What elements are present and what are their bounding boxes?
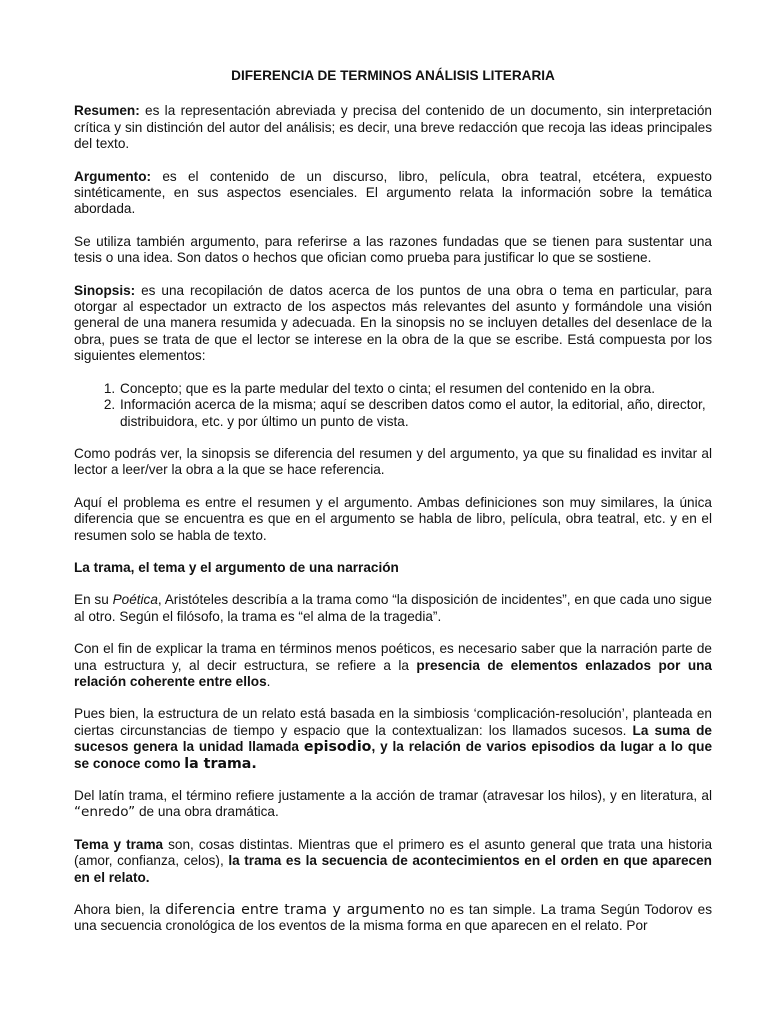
bold-run: La suma de sucesos genera la unidad llamada: [74, 722, 712, 755]
document-title: DIFERENCIA DE TERMINOS ANÁLISIS LITERARIA: [231, 68, 555, 83]
paragraph-como: Como podrás ver, la sinopsis se diferencia del resumen y del argumento, ya que su finalidad es invitar al lector a leer/ver la obra a la que se hace referencia.: [74, 445, 712, 478]
text-run: de una obra dramática.: [135, 804, 279, 820]
paragraph-argumento-extra: Se utiliza también argumento, para referirse a las razones fundadas que se tienen para sustentar una tesis o una idea. Son datos o hechos que ofician como prueba para justificar lo que se sostiene.: [74, 233, 712, 266]
text-run: , Aristóteles describía a la trama como “la disposición de incidentes”, en que cada uno sigue al otro. Según el filósofo, la trama es “el alma de la tragedia”.: [74, 592, 712, 624]
definition-sinopsis: es una recopilación de datos acerca de los puntos de una obra o tema en particular, para otorgar al espectador un extracto de los aspectos más relevantes del asunto y formándole una visión general de una manera resumida y adecuada. En la sinopsis no se incluyen detalles del desenlace de la obra, pues se trata de que el lector se interese en la obra de la que se escribe. Está compuesta por los siguientes elementos:: [74, 282, 712, 364]
section-heading: La trama, el tema y el argumento de una narración: [74, 559, 399, 575]
paragraph-pues: [74, 706, 712, 772]
text-run: Del latín trama, el término refiere justamente a la acción de tramar (atravesar los hilos), y en literatura, al: [74, 788, 712, 803]
bold-run: Tema y trama: [74, 836, 164, 852]
text-run: En su: [74, 592, 113, 608]
paragraph-fin: [74, 641, 712, 690]
definition-argumento: es el contenido de un discurso, libro, película, obra teatral, etcétera, expuesto sintéticamente, en sus aspectos esenciales. El argumento relata la información sobre la temática abordada.: [74, 168, 712, 217]
paragraph-ahora: [74, 902, 712, 935]
term-resumen: Resumen:: [74, 103, 140, 119]
bold-run: la trama es la secuencia de acontecimientos en el orden en que aparecen en el relato.: [74, 853, 712, 885]
term-argumento: Argumento:: [74, 168, 152, 184]
paragraph-sinopsis: [74, 283, 712, 365]
text-run: no es tan simple. La trama Según Todorov es una secuencia cronológica de los eventos de la misma forma en que aparecen en el relato. Por: [74, 902, 712, 934]
bold-run: presencia de elementos enlazados por una relación coherente entre ellos: [74, 657, 712, 689]
paragraph-argumento: [74, 169, 712, 218]
text-run: Con el fin de explicar la trama en términos menos poéticos, es necesario saber que la narración parte de una estructura y, al decir estructura, se refiere a la: [74, 641, 712, 673]
paragraph-tema: [74, 837, 712, 886]
paragraph-resumen: [74, 103, 712, 152]
bold-run-trama: la trama.: [184, 755, 257, 772]
text-run: son, cosas distintas. Mientras que el primero es el asunto general que trata una historia (amor, confianza, celos),: [74, 836, 713, 869]
list-item: 1. Concepto; que es la parte medular del texto o cinta; el resumen del contenido en la obra.: [119, 381, 712, 397]
phrase-diferencia: diferencia entre trama y argumento: [165, 902, 425, 919]
term-sinopsis: Sinopsis:: [74, 282, 136, 298]
italic-poetica: Poética: [112, 592, 158, 608]
definition-resumen: es la representación abreviada y precisa del contenido de un documento, sin interpretación crítica y sin distinción del autor del análisis; es decir, una breve redacción que recoja las ideas principales del texto.: [74, 103, 712, 152]
paragraph-poetica: [74, 592, 712, 625]
bold-run-episodio: episodio: [303, 739, 372, 756]
text-run: .: [266, 673, 271, 689]
bold-run: , y la relación de varios episodios da lugar a lo que se conoce como: [74, 739, 713, 771]
text-run: Pues bien, la estructura de un relato está basada en la simbiosis ‘complicación-resolución’, planteada en ciertas circunstancias de tiempo y espacio que la contextualizan: los llamados sucesos.: [74, 706, 712, 738]
quoted-enredo: “enredo”: [74, 804, 136, 821]
paragraph-latin: [74, 788, 712, 821]
text-run: Ahora bien, la: [74, 902, 166, 918]
paragraph-aqui: Aquí el problema es entre el resumen y el argumento. Ambas definiciones son muy similares, la única diferencia que se encuentra es que en el argumento se habla de libro, película, obra teatral, etc. y en el resumen solo se habla de texto.: [74, 494, 712, 543]
sinopsis-elements-list: [74, 381, 712, 430]
list-item: 2. Información acerca de la misma; aquí se describen datos como el autor, la editorial, año, director, distribuidora, etc. y por último un punto de vista.: [119, 397, 712, 430]
